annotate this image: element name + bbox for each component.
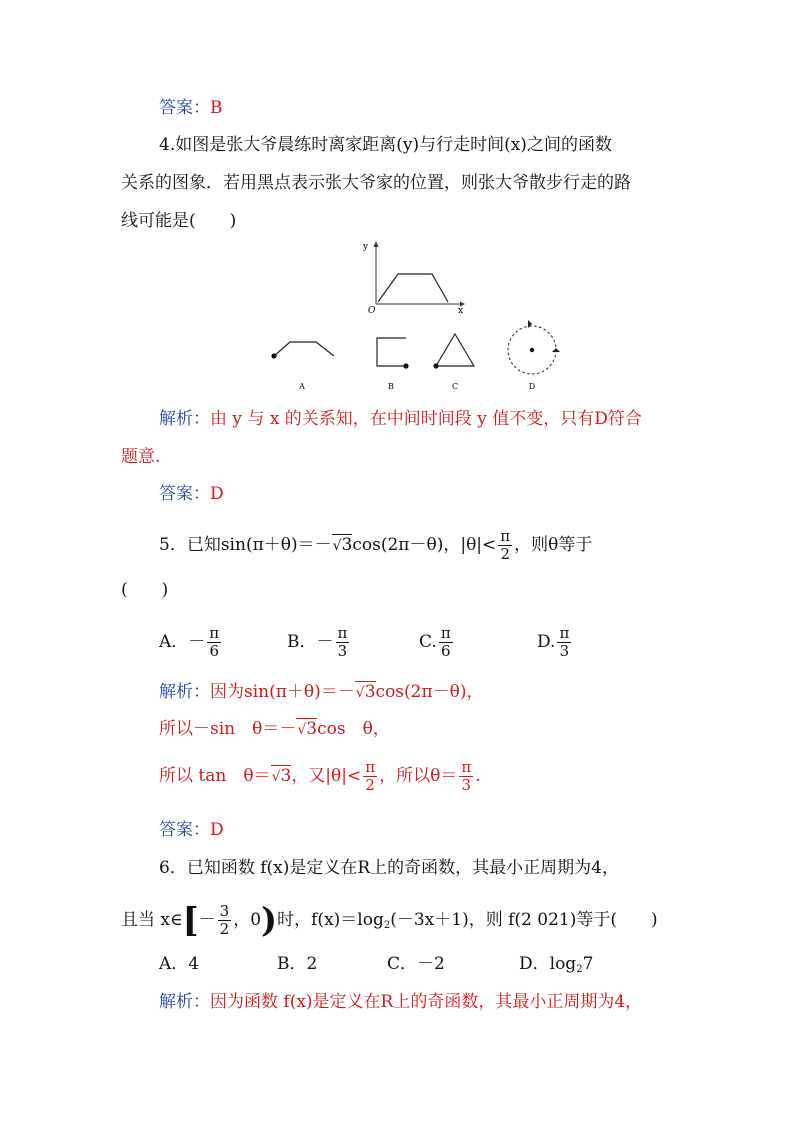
q5-solution-line-3: 所以 tan θ＝√3，又|θ|< $\frac{\pi}{2}$ ，所以θ＝ $\frac{\pi}{3}$ .	[159, 758, 481, 794]
route-d-arrow-right	[552, 348, 560, 352]
q4-solution-line-1	[159, 407, 674, 431]
option-c-label: C	[451, 382, 459, 391]
q5-stem-rest: cos(2π－θ)，|θ|<	[352, 535, 497, 555]
answer-value: D	[210, 820, 224, 840]
answer-value: B	[210, 98, 223, 118]
solution-prefix: 解析：	[159, 682, 210, 702]
q4-solution-line-2: 题意.	[121, 447, 161, 467]
sqrt-3: √3	[297, 719, 318, 739]
q5-option-b: B．－ $\frac{\pi}{3}$	[287, 624, 348, 660]
option-d-label: D	[528, 382, 536, 391]
home-dot-b	[403, 363, 408, 368]
graph-origin-label: O	[368, 306, 376, 314]
q6-line-1: 6．已知函数 f(x)是定义在R上的奇函数，其最小正周期为4，	[159, 858, 619, 878]
q5-blank: ( )	[121, 580, 169, 600]
q5-options	[159, 624, 674, 660]
q6-option-b: B．2	[277, 954, 318, 974]
route-c-path	[436, 334, 474, 366]
q4-line-2: 关系的图象．若用黑点表示张大爷家的位置，则张大爷散步行走的路	[121, 173, 631, 193]
q5-stem	[159, 528, 674, 563]
q6-option-c: C．－2	[387, 954, 445, 974]
answer-prefix: 答案：	[159, 98, 210, 118]
home-dot-c	[433, 363, 438, 368]
solution-prefix: 解析：	[159, 992, 210, 1012]
q6-option-d: D．$\log_27$	[519, 954, 594, 975]
answer-prefix: 答案：	[159, 484, 210, 504]
q5-option-d: D. $\frac{\pi}{3}$	[537, 624, 570, 660]
sqrt-3: √3	[271, 766, 292, 786]
fraction-pi-over-3: $\frac{\pi}{3}$	[461, 758, 472, 794]
y-axis-arrow	[374, 241, 379, 247]
home-dot-d	[530, 348, 534, 352]
q5-option-a: A．－ $\frac{\pi}{6}$	[159, 624, 220, 660]
q6-solution-line-1: 解析：因为函数 f(x)是定义在R上的奇函数，其最小正周期为4，	[159, 992, 643, 1012]
q6-options	[159, 952, 674, 982]
q4-line-3: 线可能是( )	[121, 211, 237, 231]
route-a-path	[274, 342, 334, 356]
fraction-pi-over-2: $\frac{\pi}{2}$	[500, 527, 511, 563]
graph-x-label: x	[458, 306, 464, 314]
q4-line-1: 4.如图是张大爷晨练时离家距离(y)与行走时间(x)之间的函数	[159, 135, 612, 155]
q5-solution-line-1: 解析：因为sin(π＋θ)＝－√3cos(2π－θ)，	[159, 682, 484, 702]
answer-4	[159, 482, 674, 506]
answer-value: D	[210, 484, 224, 504]
route-options	[262, 318, 572, 396]
answer-5	[159, 818, 674, 842]
answer-prefix: 答案：	[159, 820, 210, 840]
q5-option-c: C. $\frac{\pi}{6}$	[419, 624, 451, 660]
q6-line-2: 且当 x∈[－ $\frac{3}{2}$ ，0)时，$f(x)=\log_2(-3x+1)$，则 f(2 021)等于( )	[121, 900, 658, 941]
q5-stem-start: 5．已知	[159, 535, 221, 555]
option-b-label: B	[388, 382, 394, 391]
distance-time-graph	[360, 238, 470, 314]
q5-stem-expr: sin(π＋θ)＝－	[220, 535, 332, 555]
fraction-pi-over-2: $\frac{\pi}{2}$	[365, 758, 376, 794]
graph-y-label: y	[363, 242, 369, 252]
q4-solution-text: 由 y 与 x 的关系知，在中间时间段 y 值不变，只有D符合	[210, 409, 642, 429]
option-a-label: A	[299, 382, 305, 391]
route-b-path	[377, 338, 406, 366]
home-dot-a	[271, 353, 276, 358]
q5-solution-line-2: 所以－sin θ＝－√3cos θ，	[159, 719, 390, 739]
q6-option-a: A．4	[159, 954, 200, 974]
right-bracket: )	[261, 900, 278, 941]
sqrt-3: √3	[332, 535, 353, 555]
fraction-3-over-2: $\frac{3}{2}$	[219, 902, 230, 938]
left-bracket: [	[182, 900, 199, 941]
graph-curve	[378, 274, 448, 302]
route-d-arrow	[528, 320, 532, 328]
sqrt-3: √3	[355, 682, 376, 702]
answer-3	[159, 96, 674, 120]
solution-prefix: 解析：	[159, 409, 210, 429]
q5-stem-tail: ，则θ等于	[514, 535, 593, 555]
